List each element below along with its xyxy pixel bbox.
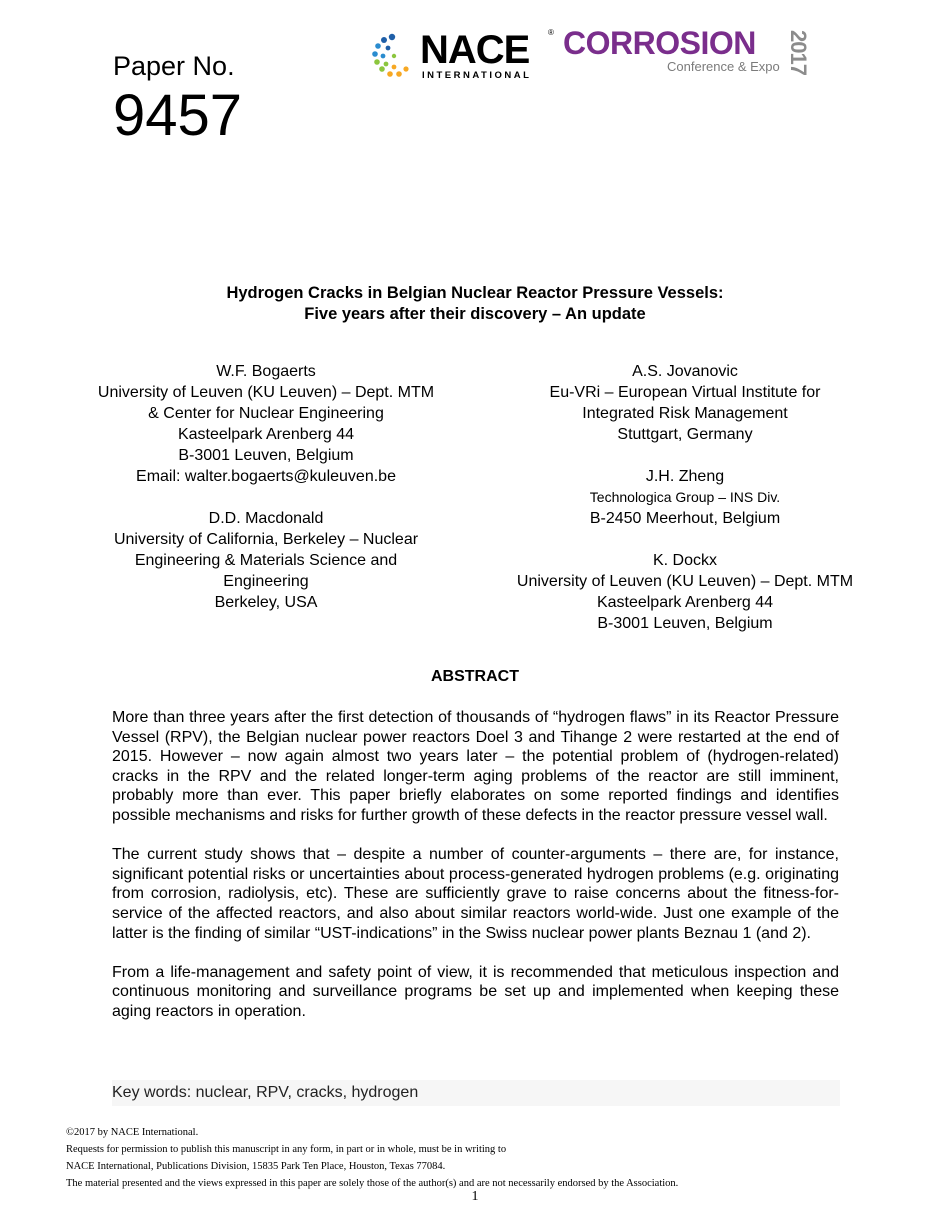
copyright: ©2017 by NACE International. — [66, 1127, 199, 1138]
abstract-paragraph: From a life-management and safety point of view, it is recommended that meticulous inspection and continuous monitoring and surveillance programs be set up and implemented when keeping these aging reactors in operation. — [112, 963, 839, 1020]
address-line: B-3001 Leuven, Belgium — [597, 615, 773, 632]
address-line: Stuttgart, Germany — [617, 426, 753, 443]
abstract-heading: ABSTRACT — [431, 668, 519, 685]
nace-subtitle: INTERNATIONAL — [422, 70, 532, 81]
author-name: W.F. Bogaerts — [216, 363, 316, 380]
abstract-paragraph: The current study shows that – despite a number of counter-arguments – there are, for instance, significant potential risks or uncertainties about process-generated hydrogen problems (e.g. originating from corrosion, radiolysis, etc). These are sufficiently grave to raise concerns about the fitness-for-service of the affected reactors, and also about similar reactors world-wide. Just one example of the latter is the finding of similar “UST-indications” in the Swiss nuclear power plants Beznau 1 (and 2). — [112, 846, 839, 942]
corrosion-year: 2017 — [786, 30, 811, 75]
corrosion-logo — [563, 25, 823, 80]
corrosion-wordmark: CORROSION — [563, 25, 756, 61]
title-line-1: Hydrogen Cracks in Belgian Nuclear Reactor Pressure Vessels: — [226, 284, 724, 302]
permission-line: Requests for permission to publish this manuscript in any form, in part or in whole, must be in writing to — [66, 1144, 507, 1155]
nace-wordmark: NACE — [420, 28, 530, 72]
affiliation-line: Integrated Risk Management — [582, 405, 788, 422]
author-name: A.S. Jovanovic — [632, 363, 738, 380]
affiliation-line: Engineering — [223, 573, 309, 590]
email-line: Email: walter.bogaerts@kuleuven.be — [136, 468, 396, 485]
paper-label: Paper No. — [113, 51, 235, 81]
registered-mark: ® — [548, 28, 554, 37]
author-bogaerts — [85, 361, 447, 487]
paper-number-block — [113, 50, 242, 146]
author-jovanovic — [500, 361, 870, 445]
page-number: 1 — [471, 1189, 479, 1204]
affiliation-line: Technologica Group – INS Div. — [589, 489, 781, 505]
abstract-paragraph: More than three years after the first detection of thousands of “hydrogen flaws” in its Reactor Pressure Vessel (RPV), the Belgian nuclear power reactors Doel 3 and Tihange 2 were restarted at the end of 2015. However – now again almost two years later – the potential problem of (hydrogen-related) cracks in the RPV and the related longer-term aging problems of the reactor are still imminent, probably more than ever. This paper briefly elaborates on some reported findings and identifies possible mechanisms and risks for further growth of these defects in the reactor pressure vessel wall. — [112, 709, 839, 824]
paper-number: 9457 — [113, 83, 243, 148]
authors-right-column — [500, 361, 870, 655]
affiliation-line: Eu-VRi – European Virtual Institute for — [549, 384, 821, 401]
author-name: D.D. Macdonald — [208, 510, 324, 527]
disclaimer: The material presented and the views expressed in this paper are solely those of the author(s) and are not necessarily endorsed by the Association. — [66, 1178, 679, 1189]
affiliation-line: University of Leuven (KU Leuven) – Dept. MTM — [516, 573, 854, 590]
author-zheng — [500, 466, 870, 529]
permission-address: NACE International, Publications Division, 15835 Park Ten Place, Houston, Texas 77084. — [66, 1161, 446, 1172]
address-line: Berkeley, USA — [214, 594, 318, 611]
address-line: Kasteelpark Arenberg 44 — [596, 594, 774, 611]
affiliation-line: University of Leuven (KU Leuven) – Dept. MTM — [97, 384, 435, 401]
footer — [66, 1124, 678, 1192]
address-line: B-2450 Meerhout, Belgium — [589, 510, 781, 527]
affiliation-line: University of California, Berkeley – Nuclear — [113, 531, 419, 548]
corrosion-subtitle: Conference & Expo — [667, 59, 780, 74]
nace-dots-icon — [370, 32, 416, 80]
title-line-2: Five years after their discovery – An update — [304, 305, 646, 323]
author-name: K. Dockx — [652, 552, 717, 569]
author-dockx — [500, 550, 870, 634]
author-name: J.H. Zheng — [645, 468, 725, 485]
nace-logo — [370, 28, 560, 83]
affiliation-line: Engineering & Materials Science and — [134, 552, 398, 569]
affiliation-line: & Center for Nuclear Engineering — [148, 405, 384, 422]
paper-title — [0, 283, 950, 325]
author-macdonald — [85, 508, 447, 613]
authors-left-column — [85, 361, 447, 634]
abstract-body — [112, 708, 839, 1041]
address-line: Kasteelpark Arenberg 44 — [177, 426, 355, 443]
address-line: B-3001 Leuven, Belgium — [178, 447, 354, 464]
keywords: Key words: nuclear, RPV, cracks, hydrogen — [112, 1080, 840, 1106]
